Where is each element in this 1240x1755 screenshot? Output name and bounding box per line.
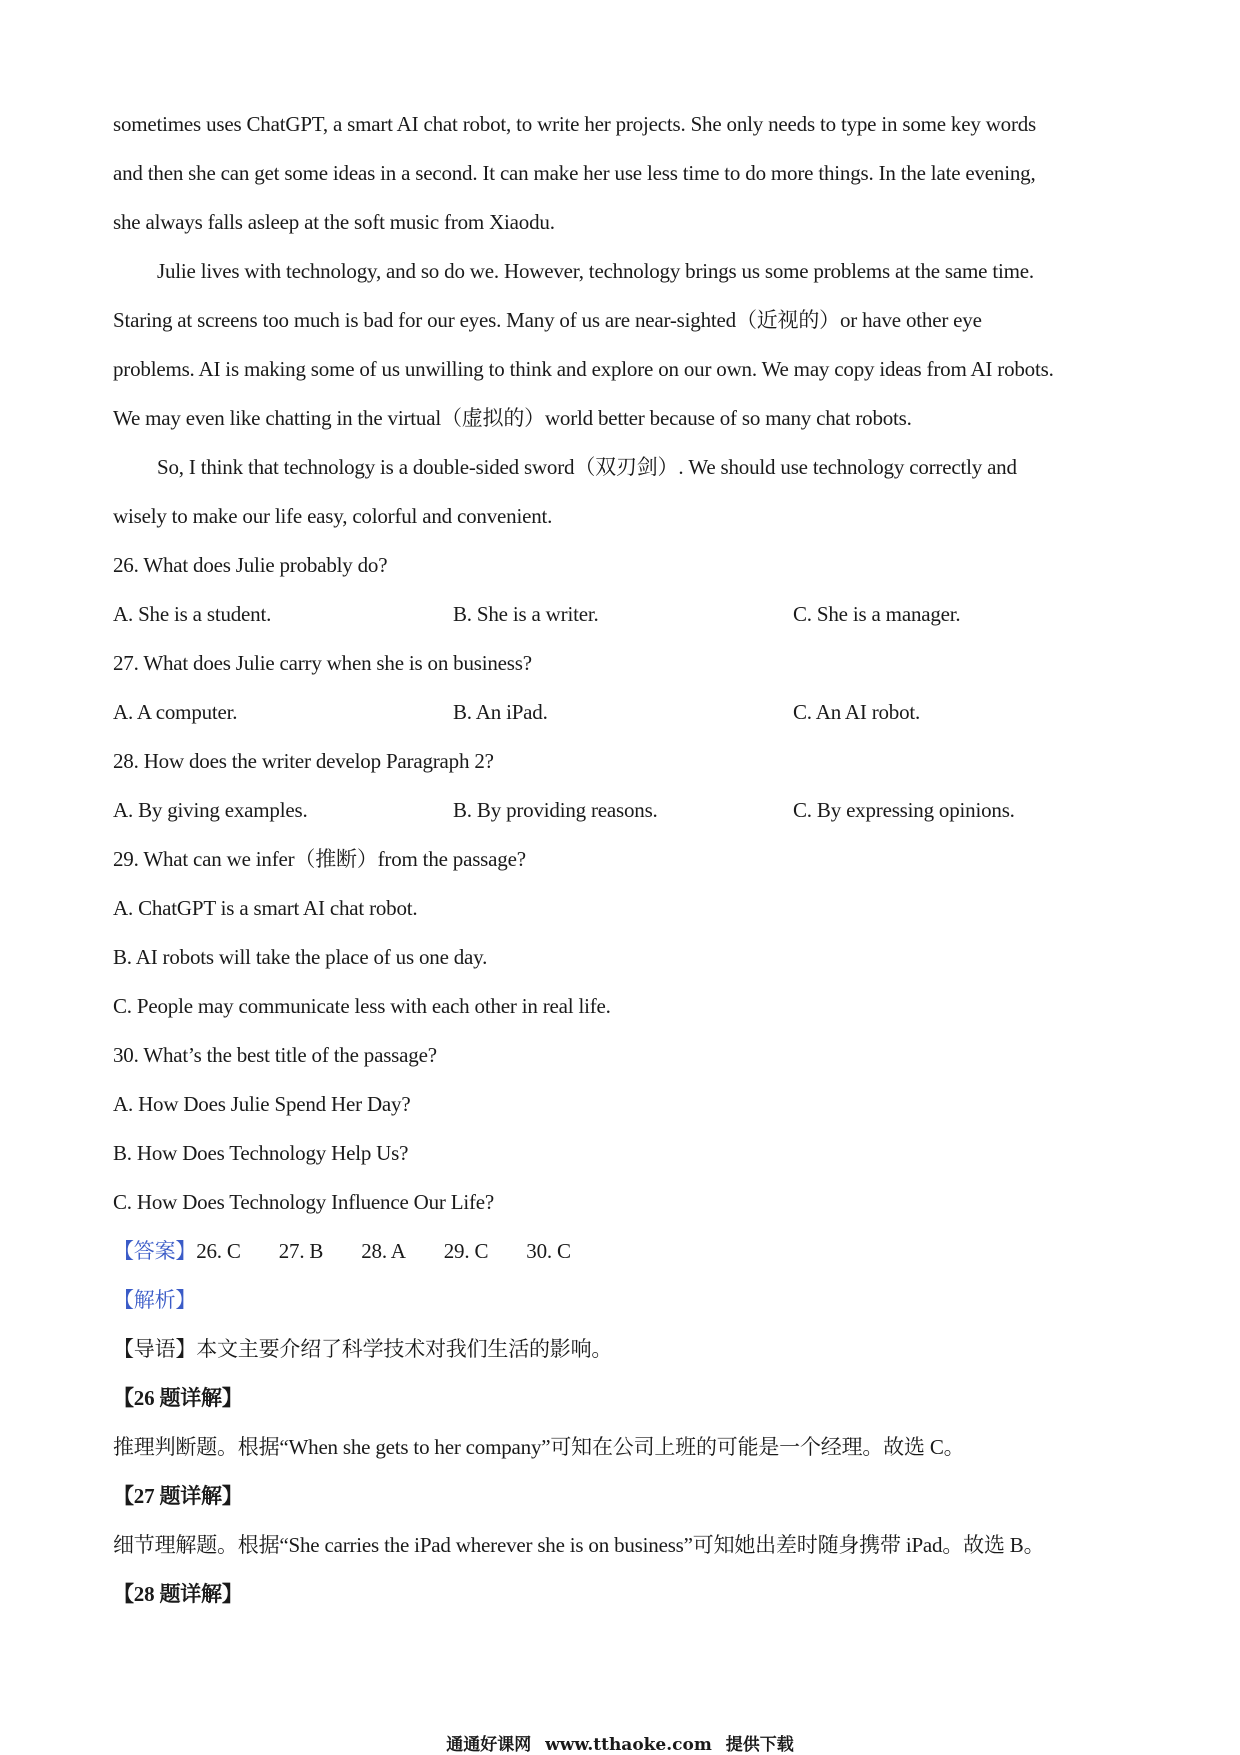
option-a: A. She is a student. [113,602,272,626]
passage-line: We may even like chatting in the virtual（虚拟的）world better because of so many chat robots. [113,406,912,430]
option-b: B. How Does Technology Help Us? [113,1141,409,1165]
question-stem: 27. What does Julie carry when she is on business? [113,651,532,675]
question-options [113,590,1133,639]
option-c: C. She is a manager. [793,602,961,626]
passage-line: wisely to make our life easy, colorful and convenient. [113,504,553,528]
answer-item: 26. C [196,1239,241,1263]
option-c: C. People may communicate less with each other in real life. [113,994,611,1018]
answer-key [113,1227,1133,1276]
question-stem: 30. What’s the best title of the passage? [113,1043,437,1067]
answer-item: 30. C [526,1239,571,1263]
passage-line: Staring at screens too much is bad for our eyes. Many of us are near-sighted（近视的）or have other eye [113,308,982,332]
option-b: B. She is a writer. [453,602,599,626]
question-27 [113,639,1133,737]
passage-line: Julie lives with technology, and so do we. However, technology brings us some problems at the same time. [157,259,1034,283]
answer-item: 27. B [278,1239,324,1263]
question-stem: 29. What can we infer（推断）from the passage? [113,847,526,871]
option-b: B. By providing reasons. [453,798,658,822]
passage-line: sometimes uses ChatGPT, a smart AI chat robot, to write her projects. She only needs to type in some key words [113,112,1037,136]
option-c: C. An AI robot. [793,700,921,724]
passage [113,100,1133,541]
question-30 [113,1031,1133,1227]
option-b: B. An iPad. [453,700,548,724]
question-29 [113,835,1133,1031]
option-a: A. A computer. [113,700,238,724]
detail-text: 推理判断题。根据“When she gets to her company”可知在公司上班的可能是一个经理。故选 C。 [113,1435,965,1459]
passage-line: So, I think that technology is a double-sided sword（双刃剑）. We should use technology correctly and [157,455,1017,479]
question-options [113,688,1133,737]
page-footer [0,1730,1240,1755]
answer-item: 28. A [361,1239,406,1263]
question-stem: 26. What does Julie probably do? [113,553,388,577]
question-28 [113,737,1133,835]
option-a: A. By giving examples. [113,798,308,822]
footer-note: 提供下载 [725,1735,794,1755]
detail-26 [113,1374,1133,1472]
detail-text: 细节理解题。根据“She carries the iPad wherever she is on business”可知她出差时随身携带 iPad。故选 B。 [113,1533,1045,1557]
question-options [113,786,1133,835]
passage-line: she always falls asleep at the soft music from Xiaodu. [113,210,555,234]
question-stem: 28. How does the writer develop Paragraph 2? [113,749,494,773]
option-a: A. ChatGPT is a smart AI chat robot. [113,896,418,920]
passage-line: problems. AI is making some of us unwilling to think and explore on our own. We may copy ideas from AI robots. [113,357,1054,381]
answer-item: 29. C [443,1239,489,1263]
option-c: C. How Does Technology Influence Our Life? [113,1190,495,1214]
document-page [113,100,1133,1619]
detail-heading: 【27 题详解】 [113,1484,243,1508]
detail-28 [113,1570,1133,1619]
option-c: C. By expressing opinions. [793,798,1015,822]
option-a: A. How Does Julie Spend Her Day? [113,1092,411,1116]
guide-text: 【导语】本文主要介绍了科学技术对我们生活的影响。 [113,1337,613,1361]
detail-heading: 【28 题详解】 [113,1582,243,1606]
answer-label: 【答案】 [113,1239,197,1263]
detail-heading: 【26 题详解】 [113,1386,243,1410]
passage-line: and then she can get some ideas in a second. It can make her use less time to do more things. In the late evening, [113,161,1036,185]
option-b: B. AI robots will take the place of us one day. [113,945,488,969]
footer-url[interactable]: www.tthaoke.com [545,1735,712,1755]
question-26 [113,541,1133,639]
detail-27 [113,1472,1133,1570]
analysis-label: 【解析】 [113,1288,197,1312]
footer-site-name: 通通好课网 [446,1735,532,1755]
